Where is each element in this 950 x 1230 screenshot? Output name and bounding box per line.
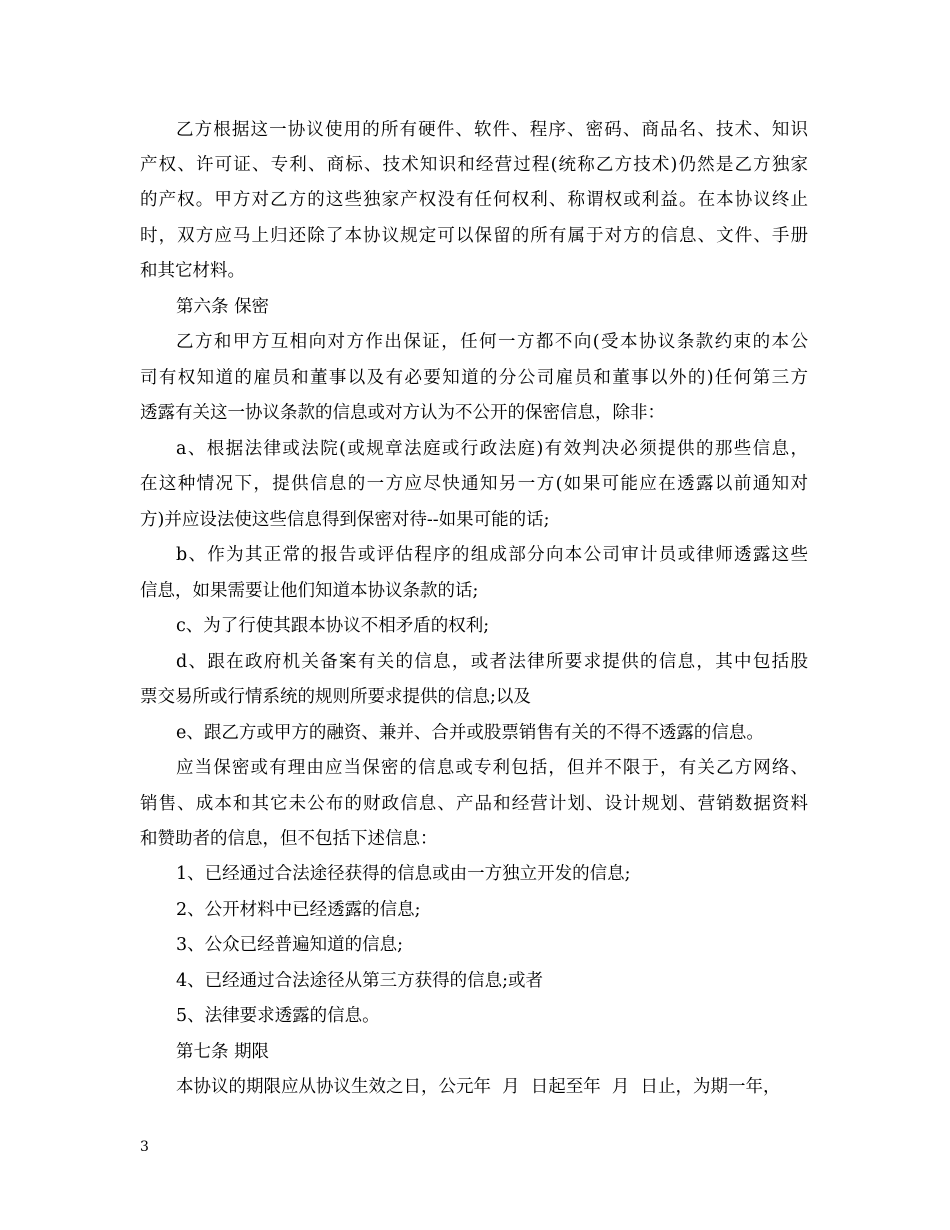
body-line: a、根据法律或法院(或规章法庭或行政法庭)有效判决必须提供的那些信息， xyxy=(176,439,808,459)
section-heading: 第七条 期限 xyxy=(176,1042,270,1062)
body-line: d、跟在政府机关备案有关的信息，或者法律所要求提供的信息，其中包括股 xyxy=(176,652,808,672)
body-line: 信息，如果需要让他们知道本协议条款的话; xyxy=(140,581,479,601)
body-line: 本协议的期限应从协议生效之日，公元年 月 日起至年 月 日止，为期一年， xyxy=(176,1077,781,1097)
body-line: 时，双方应马上归还除了本协议规定可以保留的所有属于对方的信息、文件、手册 xyxy=(140,226,808,246)
body-line: 透露有关这一协议条款的信息或对方认为不公开的保密信息，除非： xyxy=(140,403,665,423)
page-number: 3 xyxy=(140,1139,149,1155)
list-item: 5、法律要求透露的信息。 xyxy=(176,1006,380,1026)
list-item: 2、公开材料中已经透露的信息; xyxy=(176,900,421,920)
body-line: 销售、成本和其它未公布的财政信息、产品和经营计划、设计规划、营销数据资料 xyxy=(140,794,808,814)
body-line: 在这种情况下，提供信息的一方应尽快通知另一方(如果可能应在透露以前通知对 xyxy=(140,474,808,494)
body-line: 和赞助者的信息，但不包括下述信息： xyxy=(140,829,438,849)
body-line: 乙方根据这一协议使用的所有硬件、软件、程序、密码、商品名、技术、知识 xyxy=(176,120,808,140)
body-line: 方)并应设法使这些信息得到保密对待--如果可能的话; xyxy=(140,510,550,530)
body-line: e、跟乙方或甲方的融资、兼并、合并或股票销售有关的不得不透露的信息。 xyxy=(176,723,764,743)
list-item: 4、已经通过合法途径从第三方获得的信息;或者 xyxy=(176,971,544,991)
body-line: 产权、许可证、专利、商标、技术知识和经营过程(统称乙方技术)仍然是乙方独家 xyxy=(140,155,808,175)
body-line: 和其它材料。 xyxy=(140,261,245,281)
body-line: 的产权。甲方对乙方的这些独家产权没有任何权利、称谓权或利益。在本协议终止 xyxy=(140,190,808,210)
section-heading: 第六条 保密 xyxy=(176,297,270,317)
list-item: 3、公众已经普遍知道的信息; xyxy=(176,935,404,955)
list-item: 1、已经通过合法途径获得的信息或由一方独立开发的信息; xyxy=(176,864,631,884)
body-line: c、为了行使其跟本协议不相矛盾的权利; xyxy=(176,616,490,636)
body-line: 应当保密或有理由应当保密的信息或专利包括，但并不限于，有关乙方网络、 xyxy=(176,758,808,778)
body-line: 乙方和甲方互相向对方作出保证，任何一方都不向(受本协议条款约束的本公 xyxy=(176,332,808,352)
body-line: 票交易所或行情系统的规则所要求提供的信息;以及 xyxy=(140,687,531,707)
body-line: b、作为其正常的报告或评估程序的组成部分向本公司审计员或律师透露这些 xyxy=(176,545,808,565)
body-line: 司有权知道的雇员和董事以及有必要知道的分公司雇员和董事以外的)任何第三方 xyxy=(140,368,808,388)
